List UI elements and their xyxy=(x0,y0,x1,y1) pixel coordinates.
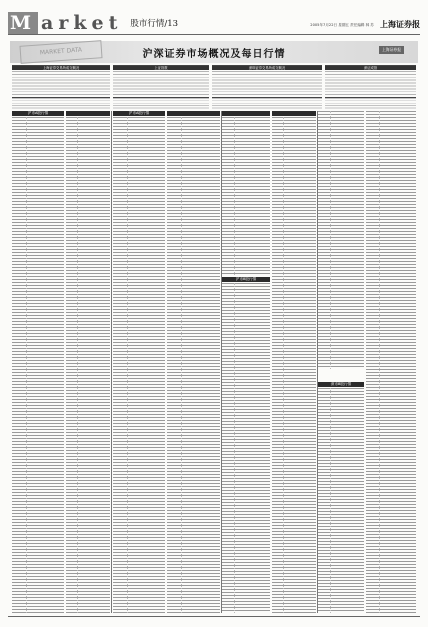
column-rule xyxy=(111,111,112,613)
dateline: 2005年7月22日 星期五 责任编辑 林 苏 xyxy=(310,23,374,27)
summary-label: 深证成指 xyxy=(325,66,416,70)
summary-body xyxy=(325,71,416,96)
summary-table-sz xyxy=(212,65,322,96)
column-header xyxy=(272,111,316,116)
banner-stamp: MARKET DATA xyxy=(19,40,102,64)
column-subheader: 深市B股行情 xyxy=(318,382,364,387)
summary-label: 上海证券交易所成交概况 xyxy=(12,66,110,70)
summary-table-sh-index xyxy=(113,65,209,96)
quote-listing xyxy=(113,117,165,613)
banner-tag: 上海证券报 xyxy=(379,46,404,54)
summary-label: 上证指数 xyxy=(113,66,209,70)
quote-listing xyxy=(318,388,364,613)
index-strip xyxy=(212,97,322,110)
wordmark-rest: arket xyxy=(41,12,123,34)
column-subheader: 沪市B股行情 xyxy=(222,277,270,282)
quote-listing xyxy=(318,111,364,369)
masthead xyxy=(8,6,420,35)
column-rule xyxy=(221,111,222,613)
column-header xyxy=(222,111,270,116)
wordmark-initial: M xyxy=(10,12,37,34)
market-wordmark xyxy=(8,12,122,34)
quote-column xyxy=(222,111,270,613)
footer-rule xyxy=(8,616,420,617)
quote-column xyxy=(113,111,165,613)
page-title: 沪深证券市场概况及每日行情 xyxy=(142,49,286,60)
quote-listing xyxy=(366,111,416,613)
column-header xyxy=(167,111,220,116)
column-header: 沪市A股行情 xyxy=(113,111,165,116)
quote-column xyxy=(167,111,220,613)
summary-table-sh xyxy=(12,65,110,96)
section-title: 股市行情/13 xyxy=(130,19,179,29)
quote-listing xyxy=(12,117,64,613)
column-rule xyxy=(317,111,318,613)
quote-listing xyxy=(272,117,316,613)
summary-body xyxy=(212,71,322,96)
page-banner xyxy=(10,41,418,63)
summary-table-sz-index xyxy=(325,65,416,96)
index-strip xyxy=(113,97,209,110)
quote-listing xyxy=(222,283,270,613)
quote-listing xyxy=(66,117,110,613)
quote-listing xyxy=(222,117,270,275)
column-header xyxy=(66,111,110,116)
quote-column xyxy=(366,111,416,613)
quote-column xyxy=(12,111,64,613)
quote-listing xyxy=(167,117,220,613)
column-header: 沪市A股行情 xyxy=(12,111,64,116)
quote-column xyxy=(66,111,110,613)
index-strip xyxy=(325,97,416,110)
index-strip xyxy=(12,97,110,110)
quote-column xyxy=(318,111,364,613)
summary-label: 深圳证券交易所成交概况 xyxy=(212,66,322,70)
quote-column xyxy=(272,111,316,613)
summary-body xyxy=(12,71,110,96)
newspaper-name: 上海证券报 xyxy=(380,19,420,29)
summary-body xyxy=(113,71,209,96)
